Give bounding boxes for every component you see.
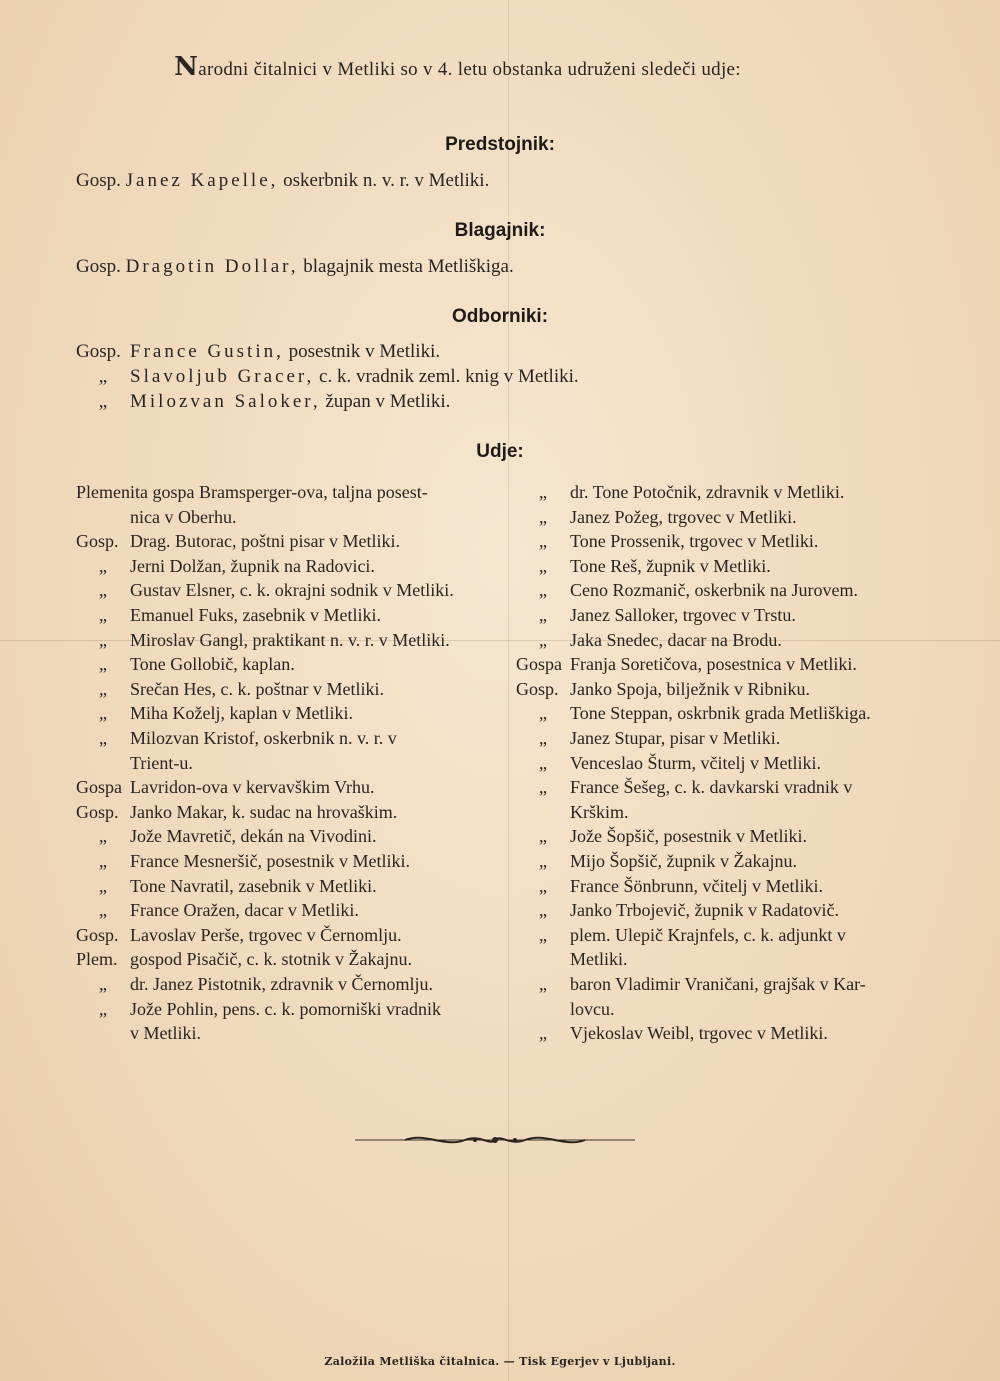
intro-text: arodni čitalnici v Metliki so v 4. letu obstanka udruženi sledeči udje: (198, 59, 741, 80)
intro-initial: N (174, 52, 199, 82)
member-text: Srečan Hes, c. k. poštnar v Metliki. (130, 678, 384, 699)
heading-udje: Udje: (476, 441, 524, 462)
member-entry (76, 972, 433, 996)
officer-name: Slavoljub Gracer, (130, 366, 315, 387)
member-prefix: Plem. (76, 949, 118, 970)
member-entry (76, 874, 377, 898)
member-prefix: „ (539, 605, 547, 625)
member-text: lovcu. (570, 998, 615, 1019)
member-entry (516, 529, 818, 553)
member-text: Tone Prossenik, trgovec v Metliki. (570, 531, 819, 552)
member-entry (516, 1021, 828, 1045)
member-text: Krškim. (570, 801, 629, 822)
member-prefix: „ (99, 851, 107, 871)
member-prefix: „ (99, 580, 107, 601)
member-entry (76, 726, 397, 750)
member-text: Venceslao Šturm, včitelj v Metliki. (570, 752, 821, 773)
member-prefix: „ (99, 974, 107, 994)
member-prefix: Gospa (76, 777, 122, 798)
heading-blagajnik: Blagajnik: (454, 220, 546, 241)
member-prefix: „ (539, 506, 547, 527)
member-text: Janez Salloker, trgovec v Trstu. (570, 605, 796, 625)
member-prefix: „ (99, 875, 107, 896)
member-prefix: „ (99, 826, 107, 847)
member-entry (76, 997, 441, 1021)
member-entry (76, 923, 402, 947)
member-text: dr. Tone Potočnik, zdravnik v Metliki. (570, 482, 845, 502)
member-entry (516, 800, 629, 824)
member-text: Janez Požeg, trgovec v Metliki. (570, 506, 797, 527)
member-prefix: „ (539, 482, 547, 502)
member-text: Gustav Elsner, c. k. okrajni sodnik v Metliki. (130, 580, 454, 601)
officer-prefix: „ (98, 366, 108, 387)
member-text: dr. Janez Pistotnik, zdravnik v Černomlju. (130, 974, 433, 994)
member-prefix: „ (539, 900, 547, 921)
member-text: Vjekoslav Weibl, trgovec v Metliki. (570, 1023, 828, 1044)
member-text: Plemenita gospa Bramsperger-ova, taljna posest- (76, 482, 428, 502)
member-text: Jerni Dolžan, župnik na Radovici. (130, 555, 375, 576)
member-entry (516, 849, 797, 873)
member-prefix: „ (539, 1023, 547, 1044)
member-entry (76, 824, 377, 848)
officer-name: Dragotin Dollar, (125, 256, 299, 277)
member-prefix: „ (539, 703, 547, 724)
member-prefix: „ (539, 826, 547, 847)
heading-predstojnik: Predstojnik: (445, 134, 555, 155)
member-text: Tone Reš, župnik v Metliki. (570, 555, 771, 576)
member-entry (516, 824, 807, 848)
member-prefix: „ (99, 703, 107, 724)
footer-imprint: Založila Metliška čitalnica. — Tisk Egerjev v Ljubljani. (324, 1355, 676, 1368)
member-text: Tone Gollobič, kaplan. (130, 654, 295, 675)
member-entry (76, 480, 428, 504)
officer-odbornik (76, 366, 579, 388)
member-text: Tone Navratil, zasebnik v Metliki. (130, 875, 377, 896)
member-text: baron Vladimir Vraničani, grajšak v Kar- (570, 974, 866, 994)
member-entry (76, 652, 295, 676)
member-entry (516, 578, 858, 602)
officer-prefix: Gosp. (76, 256, 121, 277)
member-prefix: „ (539, 531, 547, 552)
member-text: Janko Makar, k. sudac na hrovaškim. (130, 801, 398, 822)
member-text: France Šešeg, c. k. davkarski vradnik v (570, 777, 853, 798)
member-prefix: „ (99, 998, 107, 1019)
member-text: France Oražen, dacar v Metliki. (130, 900, 359, 921)
member-entry (516, 726, 780, 750)
member-prefix: „ (99, 728, 107, 748)
member-entry (76, 947, 412, 971)
member-prefix: Gosp. (76, 531, 119, 552)
member-text: nica v Oberhu. (130, 506, 237, 527)
member-entry (76, 578, 454, 602)
member-entry (76, 1021, 201, 1045)
member-prefix: „ (539, 851, 547, 871)
member-prefix: „ (539, 629, 547, 650)
member-entry (516, 898, 839, 922)
officer-blagajnik (76, 256, 514, 278)
member-text: France Šönbrunn, včitelj v Metliki. (570, 875, 823, 896)
member-text: Drag. Butorac, poštni pisar v Metliki. (130, 531, 400, 552)
member-entry (76, 505, 236, 529)
member-prefix: „ (99, 629, 107, 650)
member-text: Miha Koželj, kaplan v Metliki. (130, 703, 353, 724)
member-prefix: „ (539, 875, 547, 896)
member-prefix: „ (99, 678, 107, 699)
member-text: Jože Šopšič, posestnik v Metliki. (570, 826, 807, 847)
officer-odbornik (76, 391, 450, 413)
member-prefix: „ (99, 605, 107, 625)
member-entry (516, 677, 810, 701)
member-entry (516, 554, 771, 578)
member-entry (516, 775, 852, 799)
officer-desc: župan v Metliki. (325, 391, 451, 412)
member-entry (516, 972, 866, 996)
member-text: Lavoslav Perše, trgovec v Černomlju. (130, 924, 402, 945)
member-text: Franja Soretičova, posestnica v Metliki. (570, 654, 857, 675)
officer-name: Milozvan Saloker, (130, 391, 321, 412)
member-entry (76, 701, 353, 725)
member-entry (76, 628, 450, 652)
member-prefix: „ (99, 900, 107, 921)
member-text: Jože Mavretič, dekán na Vivodini. (130, 826, 377, 847)
officer-name: Janez Kapelle, (125, 170, 279, 191)
member-entry (516, 923, 846, 947)
member-prefix: Gosp. (516, 678, 559, 699)
member-prefix: „ (539, 924, 547, 945)
officer-prefix: „ (98, 391, 108, 412)
member-text: Tone Steppan, oskrbnik grada Metliškiga. (570, 703, 871, 724)
member-text: Janko Spoja, bilježnik v Ribniku. (570, 678, 810, 699)
member-entry (76, 554, 375, 578)
member-text: Milozvan Kristof, oskerbnik n. v. r. v (130, 728, 397, 748)
member-text: Jože Pohlin, pens. c. k. pomorniški vradnik (130, 998, 441, 1019)
member-text: Emanuel Fuks, zasebnik v Metliki. (130, 605, 381, 625)
member-entry (516, 947, 628, 971)
heading-odborniki: Odborniki: (451, 306, 549, 327)
member-text: v Metliki. (130, 1023, 201, 1044)
officer-prefix: Gosp. (76, 341, 121, 362)
intro-line (0, 52, 915, 82)
member-text: Ceno Rozmanič, oskerbnik na Jurovem. (570, 580, 858, 601)
member-text: Janko Trbojevič, župnik v Radatovič. (570, 900, 839, 921)
member-text: gospod Pisačič, c. k. stotnik v Žakajnu. (130, 949, 412, 970)
member-entry (76, 898, 359, 922)
member-text: Lavridon-ova v kervavškim Vrhu. (130, 777, 375, 798)
member-text: Mijo Šopšič, župnik v Žakajnu. (570, 851, 797, 871)
member-text: France Mesneršič, posestnik v Metliki. (130, 851, 410, 871)
member-prefix: „ (539, 555, 547, 576)
member-entry (76, 603, 381, 627)
officer-predstojnik (76, 170, 489, 192)
fold-line-vertical (508, 0, 509, 1381)
member-entry (516, 480, 844, 504)
member-entry (76, 849, 410, 873)
member-entry (76, 677, 384, 701)
member-text: Janez Stupar, pisar v Metliki. (570, 728, 781, 748)
member-prefix: „ (539, 752, 547, 773)
member-entry (516, 701, 871, 725)
member-entry (516, 652, 857, 676)
member-entry (516, 505, 797, 529)
member-text: Metliki. (570, 949, 628, 970)
officer-name: France Gustin, (130, 341, 284, 362)
member-prefix: „ (539, 777, 547, 798)
member-text: Miroslav Gangl, praktikant n. v. r. v Metliki. (130, 629, 450, 650)
member-prefix: „ (539, 580, 547, 601)
member-entry (516, 997, 615, 1021)
member-entry (76, 800, 397, 824)
member-entry (76, 529, 400, 553)
member-entry (516, 751, 821, 775)
member-prefix: „ (539, 974, 547, 994)
member-entry (516, 874, 823, 898)
member-entry (516, 603, 796, 627)
officer-desc: blagajnik mesta Metliškiga. (303, 256, 514, 277)
officer-odbornik (76, 341, 440, 363)
officer-desc: oskerbnik n. v. r. v Metliki. (283, 170, 490, 191)
member-entry (76, 751, 193, 775)
member-entry (516, 628, 782, 652)
member-text: Jaka Snedec, dacar na Brodu. (570, 629, 782, 650)
member-prefix: „ (99, 654, 107, 675)
officer-desc: posestnik v Metliki. (288, 341, 441, 362)
member-prefix: Gospa (516, 654, 562, 675)
member-prefix: „ (539, 728, 547, 748)
member-prefix: Gosp. (76, 801, 119, 822)
member-text: plem. Ulepič Krajnfels, c. k. adjunkt v (570, 924, 846, 945)
officer-prefix: Gosp. (76, 170, 121, 191)
member-entry (76, 775, 375, 799)
member-prefix: „ (99, 555, 107, 576)
officer-desc: c. k. vradnik zeml. knig v Metliki. (319, 366, 579, 387)
member-text: Trient-u. (130, 752, 193, 773)
member-prefix: Gosp. (76, 924, 119, 945)
ornament-divider (355, 1130, 635, 1150)
